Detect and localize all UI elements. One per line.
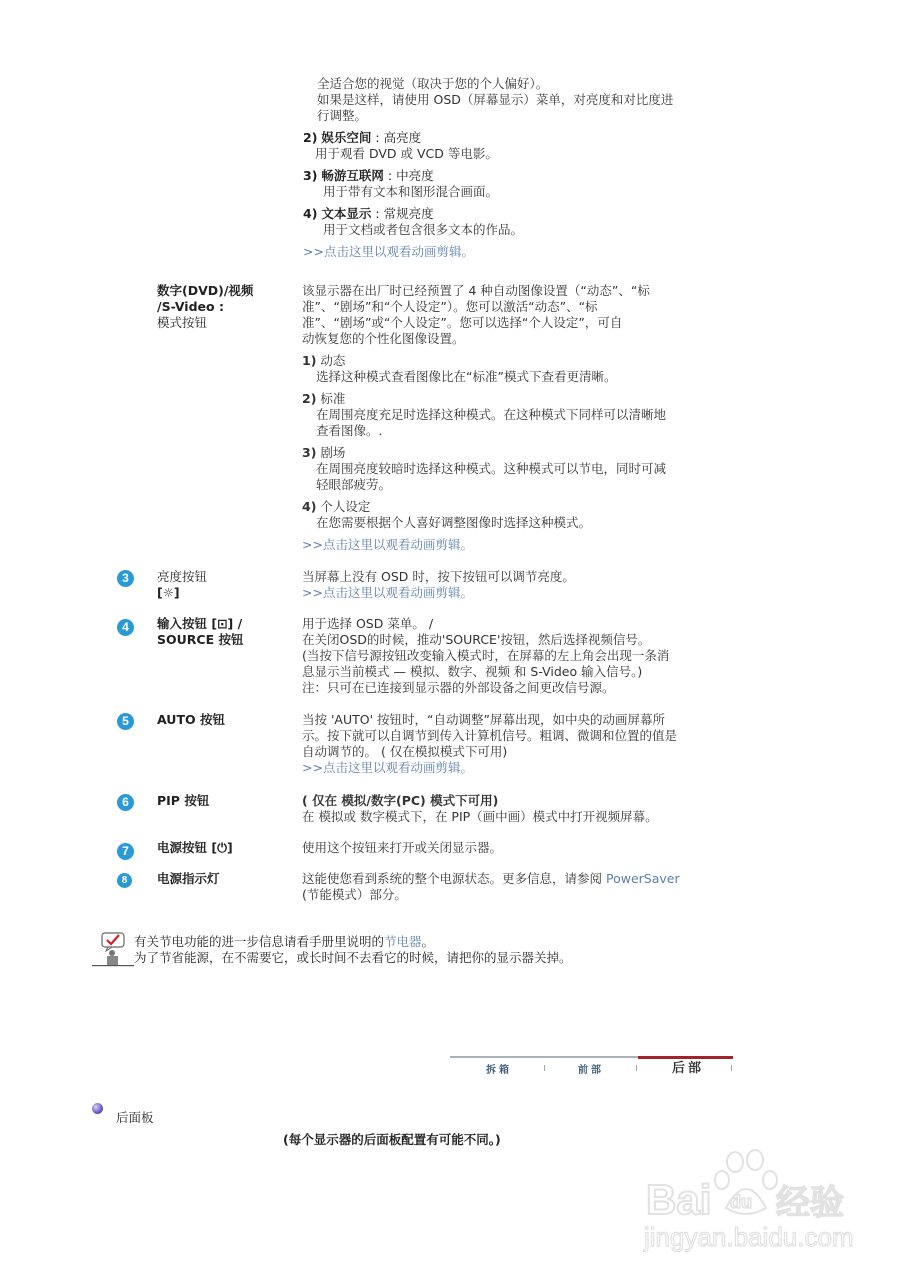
desc-line: 用于选择 OSD 菜单。 / xyxy=(302,616,434,631)
item-number: 3) xyxy=(303,168,318,183)
desc-line: 当屏幕上没有 OSD 时，按下按钮可以调节亮度。 xyxy=(302,569,575,584)
svg-text:经验: 经验 xyxy=(776,1183,844,1223)
item-desc: 在您需要根据个人喜好调整图像时选择这种模式。 xyxy=(316,515,592,530)
animation-link[interactable]: >>点击这里以观看动画剪辑。 xyxy=(303,244,474,259)
desc-line: 准”、“剧场”和“个人设定”）。您可以激活“动态”、“标 xyxy=(302,299,598,314)
note-text: 。 xyxy=(421,934,435,949)
desc-line: (当按下信号源按钮改变输入模式时，在屏幕的左上角会出现一条消 xyxy=(302,648,670,663)
item-desc: 查看图像。. xyxy=(316,423,383,438)
animation-link[interactable]: >>点击这里以观看动画剪辑。 xyxy=(302,760,473,775)
nav-item-unpacking[interactable]: 拆箱 xyxy=(486,1065,512,1076)
source-button-label xyxy=(157,616,297,648)
mode-item xyxy=(302,499,722,531)
desc-text: 这能使您看到系统的整个电源状态。更多信息，请参阅 xyxy=(302,871,606,886)
item-title: 动态 xyxy=(320,353,346,368)
intro-line: 如果是这样，请使用 OSD（屏幕显示）菜单，对亮度和对比度进 xyxy=(317,92,674,107)
baidu-logo-icon xyxy=(640,1140,870,1260)
item-number: 4) xyxy=(303,206,318,221)
item-desc: 用于观看 DVD 或 VCD 等电影。 xyxy=(315,146,498,161)
number-badge-6-icon: 6 xyxy=(117,794,134,811)
source-button-desc xyxy=(302,616,722,696)
note-icon xyxy=(92,931,134,967)
power-indicator-desc xyxy=(302,871,722,903)
item-number: 4) xyxy=(302,499,317,514)
item-number: 2) xyxy=(302,391,317,406)
mode-item xyxy=(302,445,722,493)
label-line: 电源按钮 [⏻] xyxy=(157,840,233,855)
intro-line: 全适合您的视觉（取决于您的个人偏好）。 xyxy=(317,76,549,91)
intro-line: 行调整。 xyxy=(317,108,368,123)
mode-item xyxy=(302,353,722,385)
label-line: 输入按钮 [⊡] / xyxy=(157,616,243,631)
power-indicator-label xyxy=(157,871,297,887)
nav-active-line xyxy=(638,1056,733,1059)
desc-line: 使用这个按钮来打开或关闭显示器。 xyxy=(302,840,503,855)
number-badge-8-icon: 8 xyxy=(117,873,132,888)
power-saving-note xyxy=(134,934,734,966)
item-desc: 用于带有文本和图形混合画面。 xyxy=(323,184,499,199)
item-title: 标准 xyxy=(320,391,346,406)
item-number: 1) xyxy=(302,353,317,368)
item-desc: 轻眼部疲劳。 xyxy=(316,477,392,492)
rear-panel-title: 后面板 xyxy=(116,1110,154,1125)
nav-item-front[interactable]: 前部 xyxy=(578,1065,604,1076)
desc-line: ( 仅在 模拟/数字(PC) 模式下可用) xyxy=(302,793,499,808)
number-badge-4-icon: 4 xyxy=(117,619,134,636)
desc-line: 示。按下就可以自调节到传入计算机信号。粗调、微调和位置的值是 xyxy=(302,728,678,743)
svg-text:jingyan.baidu.com: jingyan.baidu.com xyxy=(644,1222,854,1252)
brightness-button-label xyxy=(157,569,297,601)
brightness-icon: [☼] xyxy=(157,585,180,600)
item-title: 文本显示 xyxy=(321,206,372,221)
note-text: 有关节电功能的进一步信息请看手册里说明的 xyxy=(134,934,385,949)
note-text: 为了节省能源，在不需要它，或长时间不去看它的时候，请把你的显示器关掉。 xyxy=(134,950,572,965)
desc-line: 在 模拟或 数字模式下，在 PIP（画中画）模式中打开视频屏幕。 xyxy=(302,809,658,824)
pip-button-desc xyxy=(302,793,722,825)
auto-button-label xyxy=(157,712,297,728)
number-badge-3-icon: 3 xyxy=(117,570,134,587)
power-saver-link[interactable]: 节电器 xyxy=(384,934,422,949)
item-number: 2) xyxy=(303,130,318,145)
svg-text:Bai: Bai xyxy=(646,1176,712,1223)
label-line: AUTO 按钮 xyxy=(157,712,225,727)
desc-line: (节能模式）部分。 xyxy=(302,887,407,902)
item-desc: 选择这种模式查看图像比在“标准”模式下查看更清晰。 xyxy=(316,369,617,384)
svg-text:du: du xyxy=(730,1192,752,1212)
mode-item xyxy=(302,391,722,439)
label-line: PIP 按钮 xyxy=(157,793,210,808)
item-suffix: : 中亮度 xyxy=(383,168,434,183)
brightness-button-desc xyxy=(302,569,722,601)
label-line: /S-Video : xyxy=(157,299,224,314)
powersaver-link[interactable]: PowerSaver xyxy=(605,871,680,886)
nav-separator xyxy=(544,1065,545,1071)
number-badge-7-icon: 7 xyxy=(117,843,134,860)
baidu-watermark xyxy=(640,1140,870,1270)
nav-line xyxy=(450,1056,638,1058)
pip-button-label xyxy=(157,793,297,809)
animation-link[interactable]: >>点击这里以观看动画剪辑。 xyxy=(302,537,473,552)
desc-line: 注：只可在已连接到显示器的外部设备之间更改信号源。 xyxy=(302,680,615,695)
section-nav xyxy=(450,1056,733,1078)
item-desc: 在周围亮度较暗时选择这种模式。这种模式可以节电，同时可减 xyxy=(316,461,667,476)
desc-line: 在关闭OSD的时候，推动'SOURCE'按钮，然后选择视频信号。 xyxy=(302,632,651,647)
intro-block xyxy=(303,76,723,260)
nav-separator xyxy=(731,1065,732,1071)
desc-line: 准”、“剧场”或“个人设定”。您可以选择“个人设定”，可自 xyxy=(302,315,623,330)
nav-separator xyxy=(636,1065,637,1071)
mode-button-label xyxy=(157,283,297,331)
label-line: 数字(DVD)/视频 xyxy=(157,283,254,298)
item-number: 3) xyxy=(302,445,317,460)
item-suffix: : 高亮度 xyxy=(371,130,422,145)
rear-panel-note: (每个显示器的后面板配置有可能不同。) xyxy=(283,1132,501,1147)
preset-item xyxy=(303,206,723,238)
desc-line: 该显示器在出厂时已经预置了 4 种自动图像设置（“动态”、“标 xyxy=(302,283,650,298)
label-line: 电源指示灯 xyxy=(157,871,220,886)
label-line: 模式按钮 xyxy=(157,315,208,330)
desc-line: 动恢复您的个性化图像设置。 xyxy=(302,331,465,346)
power-button-label xyxy=(157,840,297,856)
mode-button-desc xyxy=(302,283,722,553)
auto-button-desc xyxy=(302,712,722,776)
item-title: 剧场 xyxy=(320,445,346,460)
label-line: 亮度按钮 xyxy=(157,569,208,584)
bullet-icon xyxy=(92,1103,103,1114)
desc-line: 息显示当前模式 — 模拟、数字、视频 和 S-Video 输入信号。) xyxy=(302,664,643,679)
desc-line: 自动调节的。 ( 仅在模拟模式下可用) xyxy=(302,744,508,759)
number-badge-5-icon: 5 xyxy=(117,713,134,730)
item-title: 个人设定 xyxy=(320,499,371,514)
nav-item-rear[interactable]: 后部 xyxy=(672,1061,705,1076)
item-title: 畅游互联网 xyxy=(321,168,384,183)
animation-link[interactable]: >>点击这里以观看动画剪辑。 xyxy=(302,585,473,600)
power-button-desc xyxy=(302,840,722,856)
label-line: SOURCE 按钮 xyxy=(157,632,244,647)
item-desc: 在周围亮度充足时选择这种模式。在这种模式下同样可以清晰地 xyxy=(316,407,667,422)
item-desc: 用于文档或者包含很多文本的作品。 xyxy=(323,222,524,237)
item-suffix: : 常规亮度 xyxy=(371,206,434,221)
preset-item xyxy=(303,130,723,162)
item-title: 娱乐空间 xyxy=(321,130,372,145)
desc-line: 当按 'AUTO' 按钮时，“自动调整”屏幕出现，如中央的动画屏幕所 xyxy=(302,712,665,727)
preset-item xyxy=(303,168,723,200)
